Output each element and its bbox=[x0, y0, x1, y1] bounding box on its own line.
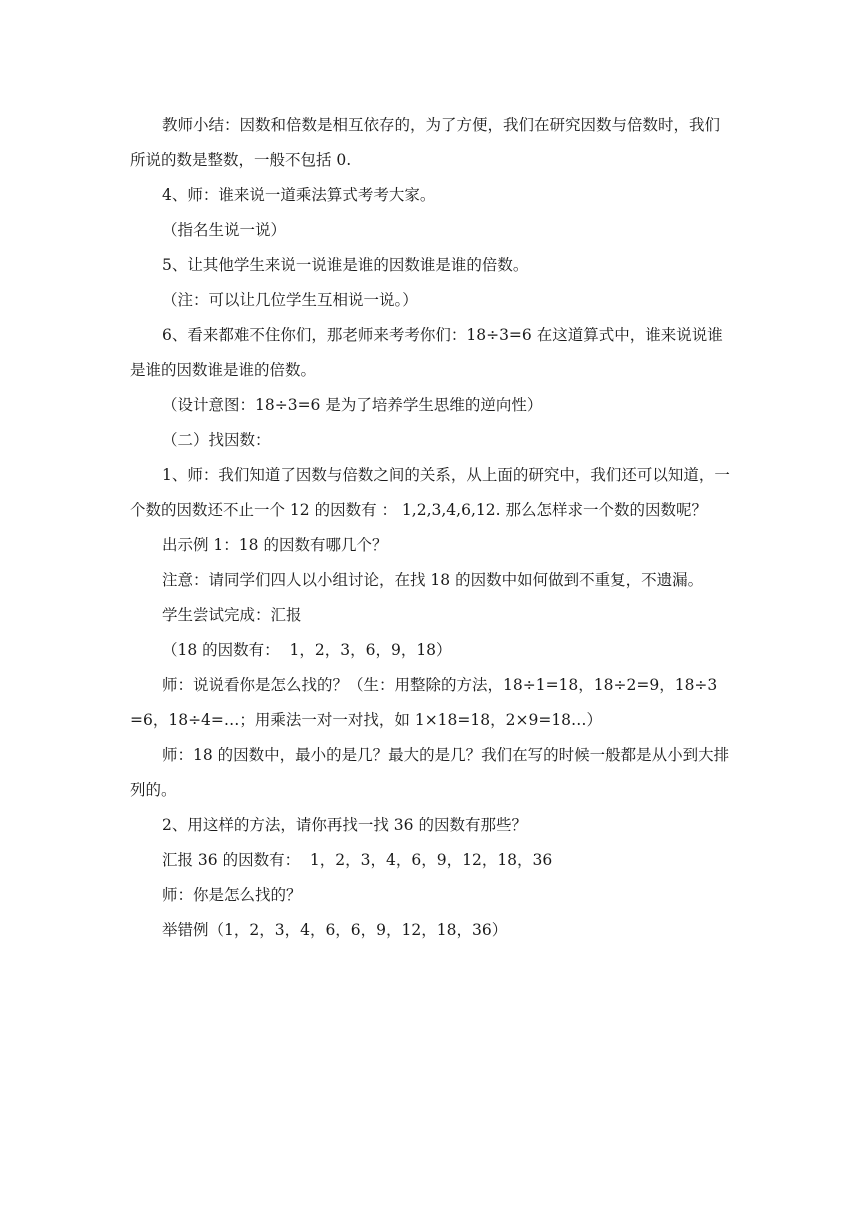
paragraph-note-student: （指名生说一说） bbox=[162, 221, 287, 239]
paragraph-item-5: 5、让其他学生来说一说谁是谁的因数谁是谁的倍数。 bbox=[162, 256, 529, 274]
paragraph-how-found: 师：说说看你是怎么找的？（生：用整除的方法，18÷1=18，18÷2=9，18÷3=6，18÷4=…；用乘法一对一对找，如 1×18=18，2×9=18…） bbox=[130, 676, 718, 729]
paragraph-factors-36: 汇报 36 的因数有： 1，2，3，4，6，9，12，18，36 bbox=[162, 851, 553, 869]
document-body bbox=[130, 108, 730, 948]
paragraph-item-1: 1、师：我们知道了因数与倍数之间的关系，从上面的研究中，我们还可以知道，一个数的因数还不止一个 12 的因数有 ： 1,2,3,4,6,12. 那么怎样求一个数的因数呢？ bbox=[130, 466, 730, 519]
paragraph-note-mutual: （注：可以让几位学生互相说一说。） bbox=[162, 291, 418, 309]
paragraph-summary: 教师小结：因数和倍数是相互依存的，为了方便，我们在研究因数与倍数时，我们所说的数是整数，一般不包括 0. bbox=[130, 116, 721, 169]
paragraph-student-attempt: 学生尝试完成：汇报 bbox=[162, 606, 302, 624]
paragraph-wrong-example: 举错例（1，2，3，4，6，6，9，12，18，36） bbox=[162, 921, 508, 939]
section-heading-find-factors: （二）找因数： bbox=[162, 431, 271, 449]
paragraph-item-6: 6、看来都难不住你们，那老师来考考你们：18÷3=6 在这道算式中，谁来说说谁是谁的因数谁是谁的倍数。 bbox=[130, 326, 723, 379]
paragraph-item-4: 4、师：谁来说一道乘法算式考考大家。 bbox=[162, 186, 436, 204]
paragraph-factors-18: （18 的因数有： 1，2，3，6，9，18） bbox=[162, 641, 452, 659]
paragraph-item-2: 2、用这样的方法，请你再找一找 36 的因数有那些？ bbox=[162, 816, 527, 834]
paragraph-example-1: 出示例 1：18 的因数有哪几个？ bbox=[162, 536, 388, 554]
paragraph-design-intent: （设计意图：18÷3=6 是为了培养学生思维的逆向性） bbox=[162, 396, 543, 414]
paragraph-attention: 注意：请同学们四人以小组讨论，在找 18 的因数中如何做到不重复，不遗漏。 bbox=[162, 571, 704, 589]
paragraph-how-found-36: 师：你是怎么找的？ bbox=[162, 886, 302, 904]
paragraph-smallest-largest: 师：18 的因数中，最小的是几？最大的是几？我们在写的时候一般都是从小到大排列的。 bbox=[130, 746, 730, 799]
